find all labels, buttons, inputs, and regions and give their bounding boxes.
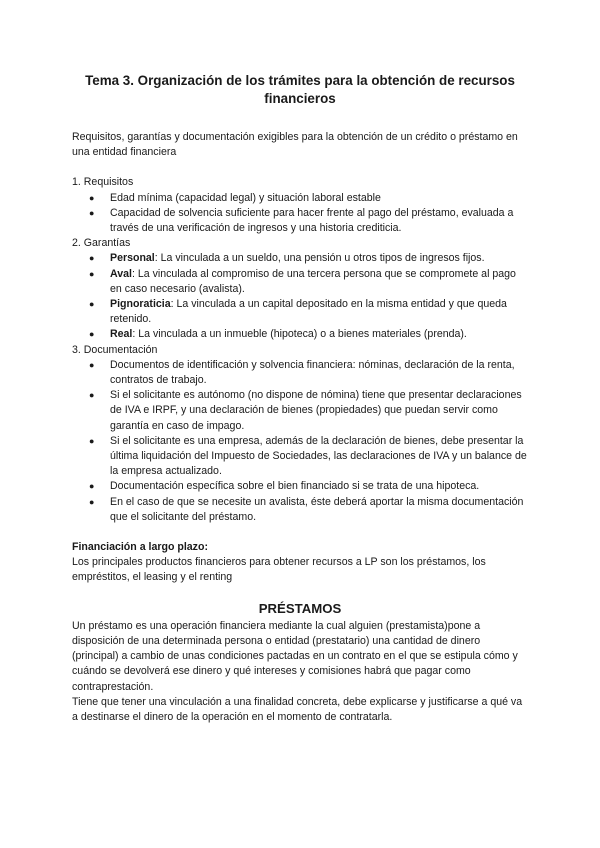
requisitos-list	[72, 191, 528, 237]
prestamos-paragraph-2: Tiene que tener una vinculación a una finalidad concreta, debe explicarse y justificarse a qué va a destinarse el dinero de la operación en el momento de contratarla.	[72, 695, 523, 723]
list-item: ● Aval: La vinculada al compromiso de una tercera persona que se compromete al pago en caso necesario (avalista).	[89, 267, 516, 295]
term: Personal	[110, 252, 155, 265]
list-item: ● Documentación específica sobre el bien financiado si se trata de una hipoteca.	[72, 479, 528, 494]
list-item: ● Si el solicitante es una empresa, además de la declaración de bienes, debe presentar la última liquidación del Impuesto de Sociedades, las declaraciones de IVA y un balance de la empresa actualizado.	[89, 434, 527, 478]
bullet-icon: ●	[89, 359, 95, 370]
list-item: ● En el caso de que se necesite un avalista, éste deberá aportar la misma documentación que el solicitante del préstamo.	[89, 495, 524, 523]
section-heading-requisitos: 1. Requisitos	[72, 176, 134, 189]
section-heading-garantias: 2. Garantías	[72, 237, 131, 250]
bullet-icon: ●	[89, 435, 95, 446]
list-item: ● Real: La vinculada a un inmueble (hipoteca) o a bienes materiales (prenda).	[72, 327, 528, 342]
bullet-icon: ●	[89, 268, 95, 279]
list-item: ● Capacidad de solvencia suficiente para hacer frente al pago del préstamo, evaluada a través de una verificación de ingresos y una historia crediticia.	[89, 206, 514, 235]
list-item: ● Si el solicitante es autónomo (no dispone de nómina) tiene que presentar declaraciones de IVA e IRPF, y una declaración de bienes (propiedades) que puedan servir como garantía en caso de impago.	[89, 389, 522, 432]
document-title: Tema 3. Organización de los trámites para la obtención de recursos financieros	[85, 73, 515, 106]
term: Aval	[110, 267, 132, 280]
intro-paragraph: Requisitos, garantías y documentación exigibles para la obtención de un crédito o préstamo en una entidad financiera	[72, 131, 518, 159]
bullet-icon: ●	[89, 192, 95, 203]
list-item: ● Documentos de identificación y solvencia financiera: nóminas, declaración de la renta, contratos de trabajo.	[89, 358, 515, 387]
garantias-list	[72, 251, 528, 342]
list-item: ● Edad mínima (capacidad legal) y situación laboral estable	[72, 191, 528, 206]
term: Real	[110, 328, 133, 341]
documentacion-list	[72, 358, 528, 525]
bullet-icon: ●	[89, 390, 95, 401]
financing-heading: Financiación a largo plazo:	[72, 541, 208, 554]
list-item: ● Personal: La vinculada a un sueldo, una pensión u otros tipos de ingresos fijos.	[72, 251, 528, 266]
prestamos-heading: PRÉSTAMOS	[258, 600, 342, 616]
list-item: ● Pignoraticia: La vinculada a un capital depositado en la misma entidad y que queda retenido.	[89, 298, 507, 326]
bullet-icon: ●	[89, 253, 95, 264]
bullet-icon: ●	[89, 496, 95, 507]
financing-paragraph: Los principales productos financieros para obtener recursos a LP son los préstamos, los empréstitos, el leasing y el renting	[72, 556, 486, 584]
prestamos-paragraph-1: Un préstamo es una operación financiera mediante la cual alguien (prestamista)pone a disposición de una determinada persona o entidad (prestatario) una cantidad de dinero (principal) a cambio de unas condiciones pactadas en un contrato en el que se estipula cómo y cuándo se devolverá ese dinero y qué intereses y comisiones habrá que pagar como contraprestación.	[72, 619, 518, 693]
term: Pignoraticia	[110, 298, 171, 311]
bullet-icon: ●	[89, 481, 95, 492]
bullet-icon: ●	[89, 207, 95, 218]
spacer	[72, 525, 528, 540]
bullet-icon: ●	[89, 329, 95, 340]
section-heading-documentacion: 3. Documentación	[72, 343, 158, 356]
bullet-icon: ●	[89, 299, 95, 310]
